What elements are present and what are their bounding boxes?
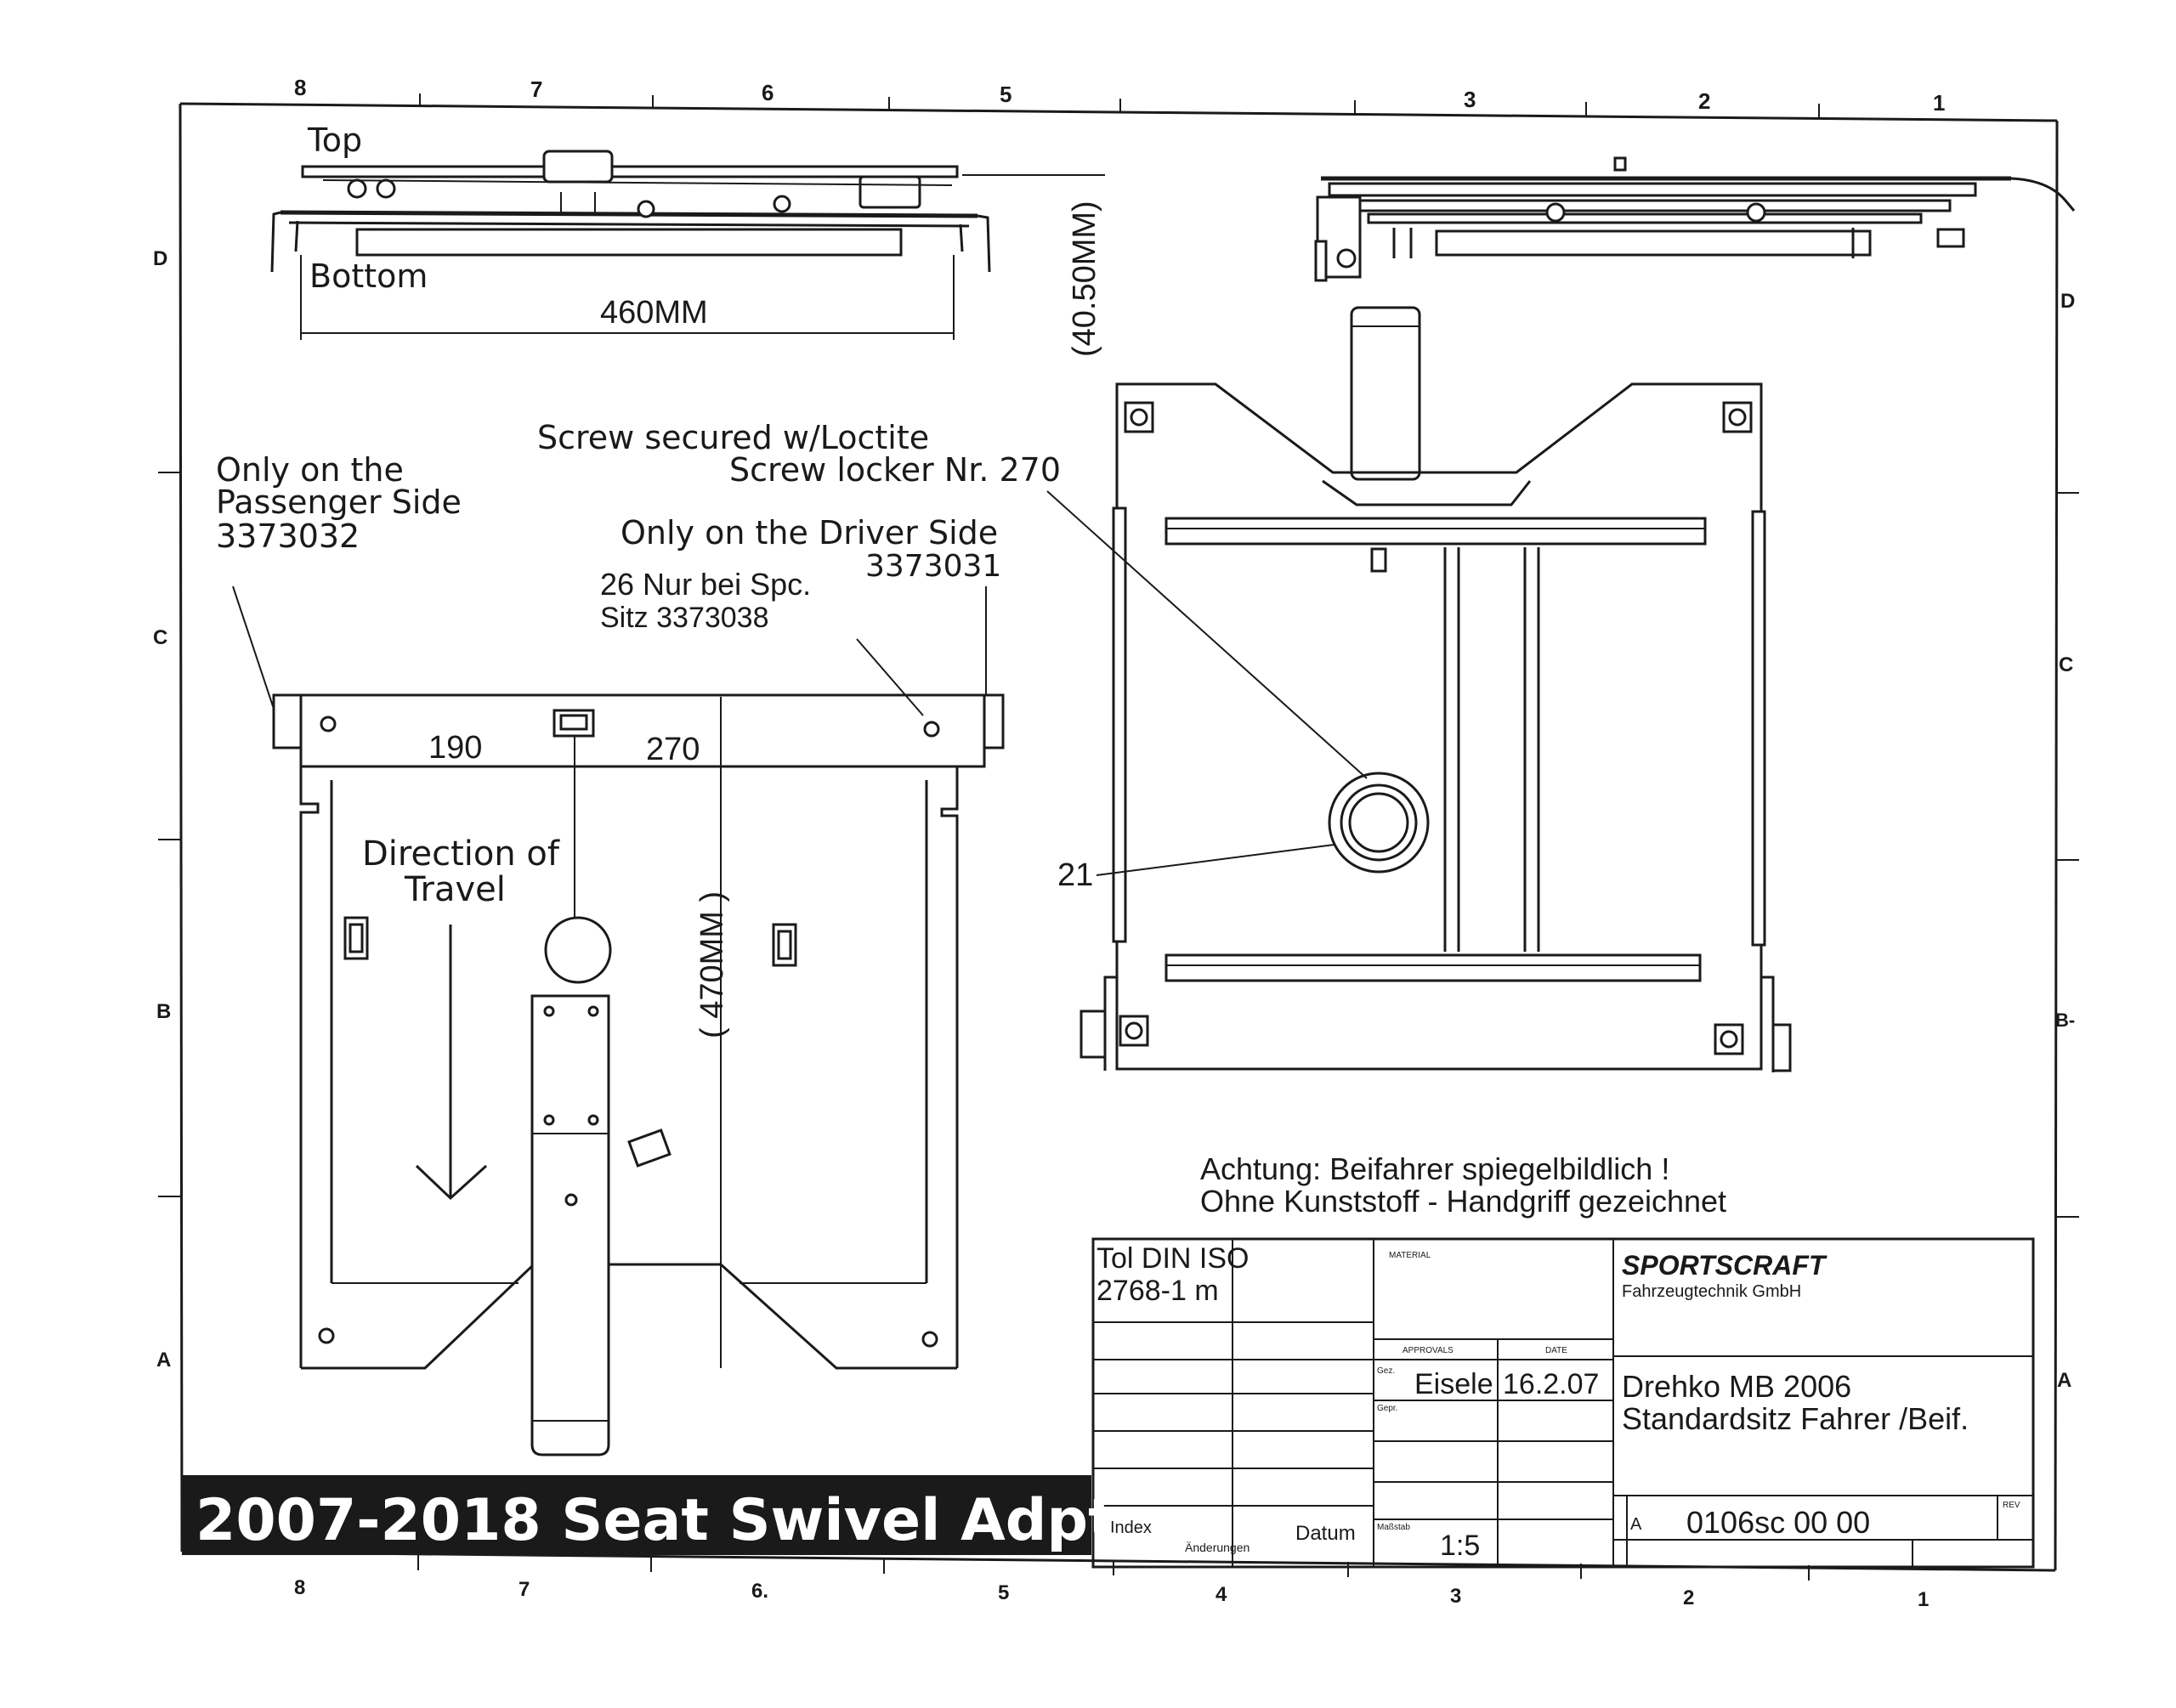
callout-21: 21 [1057,857,1094,893]
plan-view-drawing [233,586,1003,1455]
grid-bottom-6: 6. [751,1580,769,1603]
grid-left-D: D [153,247,168,270]
direction-label-line1: Direction of [362,834,559,874]
grid-top-8: 8 [294,75,307,100]
index-label: Index [1110,1519,1152,1537]
revision-header: REV [2003,1501,2020,1510]
passenger-note-line1: Only on the [216,451,404,489]
grid-top-3: 3 [1464,87,1476,112]
approval-date: 16.2.07 [1503,1368,1600,1400]
grid-right-D: D [2060,290,2076,313]
grid-bottom-3: 3 [1450,1585,1462,1608]
side-view-drawing [272,151,989,272]
tolerance-line1: Tol DIN ISO [1096,1242,1250,1275]
grid-top-5: 5 [1000,82,1012,107]
passenger-note-line3: 3373032 [216,517,360,555]
width-dimension: 460MM [600,295,708,331]
grid-bottom-4: 4 [1216,1583,1227,1606]
grid-bottom-7: 7 [518,1578,530,1601]
right-plan-view-drawing [1047,308,1790,1072]
grid-bottom-1: 1 [1918,1588,1930,1611]
scale-value: 1:5 [1440,1530,1481,1562]
part-note-line2: Sitz 3373038 [600,602,769,634]
passenger-note-line2: Passenger Side [216,484,462,521]
grid-top-7: 7 [530,76,543,102]
checked-abbr: Gepr. [1377,1404,1398,1413]
title-banner: 2007-2018 Seat Swivel Adpt [196,1487,1116,1554]
grid-bottom-8: 8 [294,1576,306,1599]
drawing-title-line1: Drehko MB 2006 [1622,1369,1852,1404]
bottom-label: Bottom [309,257,428,295]
direction-label-line2: Travel [405,870,506,909]
grid-bottom-5: 5 [998,1581,1010,1604]
grid-top-6: 6 [762,80,774,105]
approvals-header: APPROVALS [1402,1346,1454,1355]
datum-label: Datum [1295,1522,1356,1545]
note-line1: Achtung: Beifahrer spiegelbildlich ! [1200,1151,1670,1186]
grid-bottom-2: 2 [1683,1586,1695,1609]
material-header: MATERIAL [1389,1251,1431,1260]
driver-note-line2: 3373031 [865,549,1002,584]
part-note-line1: 26 Nur bei Spc. [600,567,812,602]
right-side-view-drawing [1316,158,2074,280]
grid-left-B: B [156,1000,172,1023]
grid-left-A: A [156,1349,172,1371]
screw-note-line2: Screw locker Nr. 270 [729,451,1062,489]
changes-label: Änderungen [1185,1541,1250,1554]
size-letter: A [1630,1515,1642,1534]
dimension-190: 190 [428,730,483,766]
screw-note-line1: Screw secured w/Loctite [537,419,930,456]
note-line2: Ohne Kunststoff - Handgriff gezeichnet [1200,1184,1727,1219]
drawn-abbr: Gez. [1377,1366,1396,1376]
grid-right-B: B- [2055,1010,2076,1031]
grid-right-A: A [2057,1369,2072,1392]
grid-right-C: C [2059,653,2074,676]
height-dimension: (40.50MM) [1067,201,1102,357]
grid-top-2: 2 [1698,88,1711,114]
approver-name: Eisele [1414,1368,1493,1400]
company-subtitle: Fahrzeugtechnik GmbH [1622,1282,1802,1301]
dimension-470: ( 470MM ) [694,891,730,1038]
company-name: SPORTSCRAFT [1622,1250,1826,1281]
top-label: Top [308,122,363,159]
date-header: DATE [1545,1346,1567,1355]
dimension-270: 270 [646,732,700,767]
grid-top-1: 1 [1933,90,1946,116]
driver-note-line1: Only on the Driver Side [620,514,999,551]
drawing-title-line2: Standardsitz Fahrer /Beif. [1622,1401,1969,1436]
drawing-number: 0106sc 00 00 [1686,1505,1871,1540]
grid-left-C: C [153,626,168,649]
tolerance-line2: 2768-1 m [1096,1275,1219,1307]
scale-header: Maßstab [1377,1523,1410,1532]
